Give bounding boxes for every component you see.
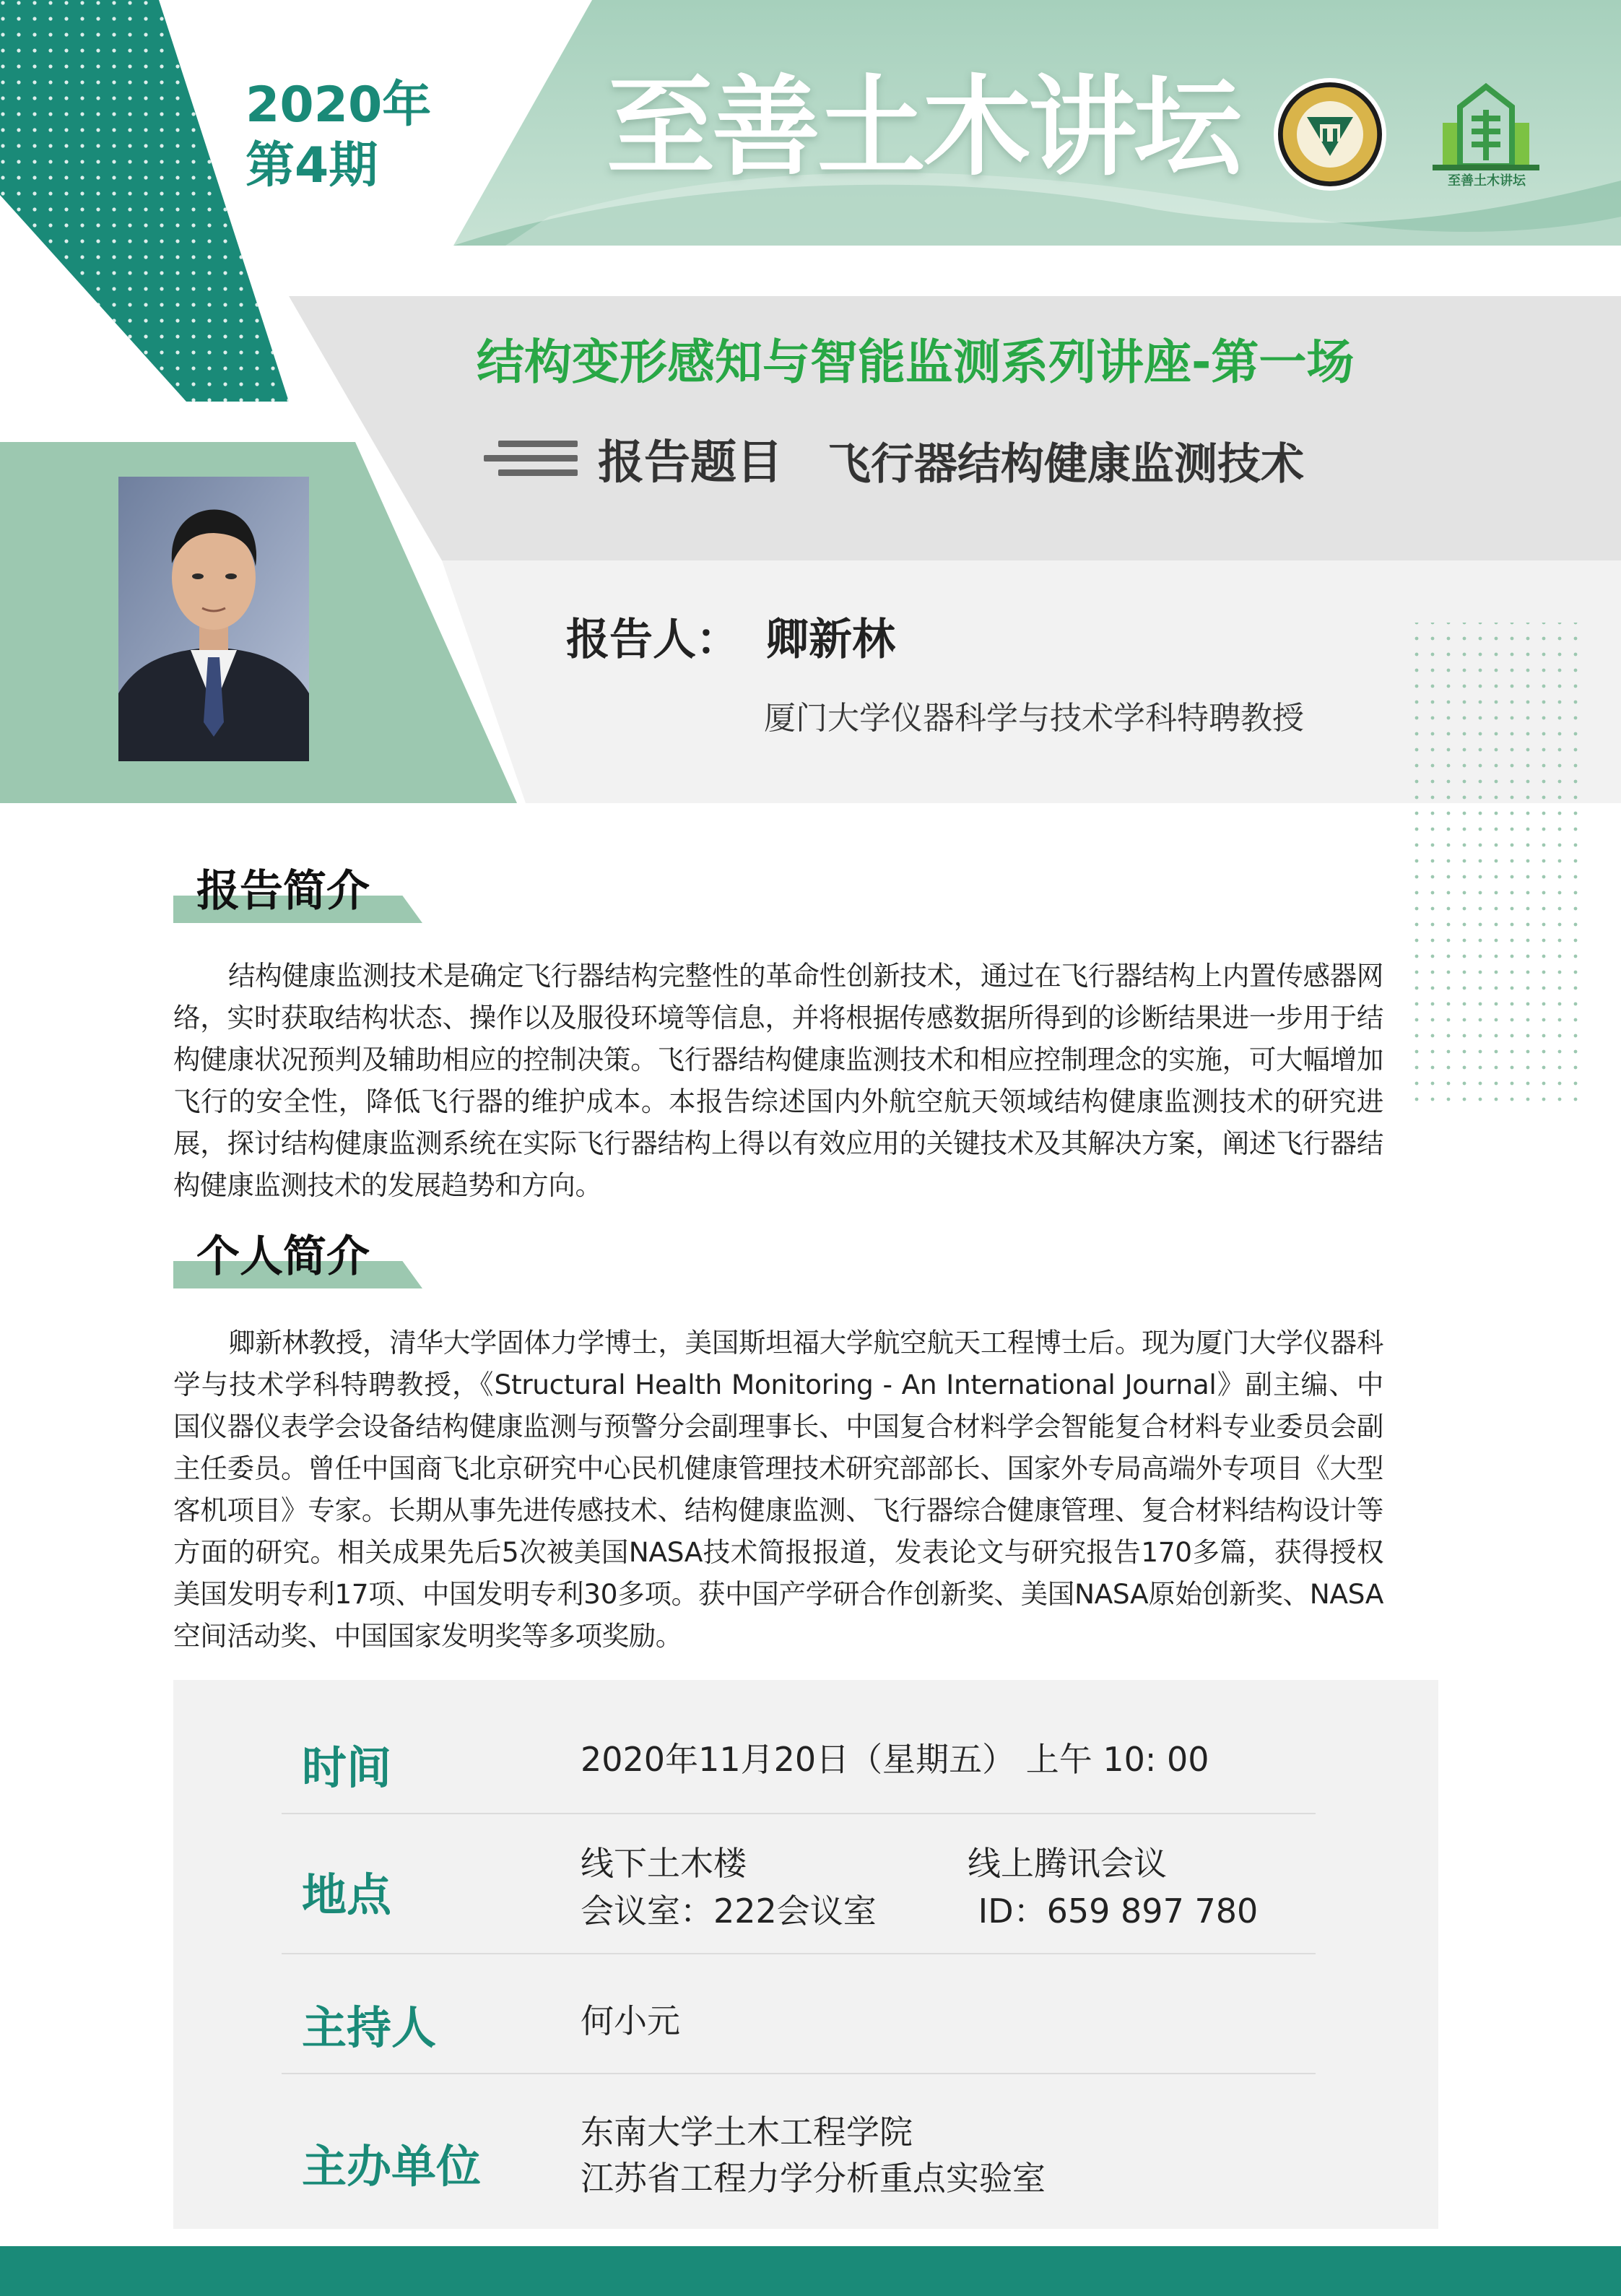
bio-heading-text: 个人简介 (196, 1231, 370, 1282)
lines-icon (484, 441, 578, 484)
divider (282, 2073, 1316, 2074)
speaker-label: 报告人： (566, 615, 739, 665)
speaker-photo (118, 477, 309, 761)
venue-label: 地点 (302, 1868, 392, 1921)
report-intro-text: 结构健康监测技术是确定飞行器结构完整性的革命性创新技术，通过在飞行器结构上内置传感器网络，实时获取结构状态、操作以及服役环境等信息，并将根据传感数据所得到的诊断结果进一步用于结构健康状况预判及辅助相应的控制决策。飞行器结构健康监测技术和相应控制理念的实施，可大幅增加飞行的安全性，降低飞行器的维护成本。本报告综述国内外航空航天领域结构健康监测技术的研究进展，探讨结构健康监测系统在实际飞行器结构上得以有效应用的关键技术及其解决方案，阐述飞行器结构健康监测技术的发展趋势和方向。 (173, 960, 1383, 1201)
venue-offline-room: 会议室：222会议室 (581, 1892, 877, 1931)
divider (282, 1813, 1316, 1814)
organizer-label: 主办单位 (302, 2140, 482, 2193)
speaker-name: 卿新林 (765, 615, 895, 665)
speaker-position: 厦门大学仪器科学与技术学科特聘教授 (764, 700, 1304, 737)
organizer-lab: 江苏省工程力学分析重点实验室 (581, 2159, 1046, 2198)
bio-text: 卿新林教授，清华大学固体力学博士，美国斯坦福大学航空航天工程博士后。现为厦门大学仪器科学与技术学科特聘教授，《Structural Health Monitoring - An International Journal》副主编、中国仪器仪表学会设备结构健康监测与预警分会副理事长、中国复合材料学会智能复合材料专业委员会副主任委员。曾任中国商飞北京研究中心民机健康管理技术研究部部长、国家外专局高端外专项目《大型客机项目》专家。长期从事先进传感技术、结构健康监测、飞行器综合健康管理、复合材料结构设计等方面的研究。相关成果先后5次被美国NASA技术简报报道，发表论文与研究报告170多篇，获得授权美国发明专利17项、中国发明专利30多项。获中国产学研合作创新奖、美国NASA原始创新奖、NASA空间活动奖、中国国家发明奖等多项奖励。 (173, 1327, 1383, 1652)
topic-label: 报告题目 (598, 436, 783, 490)
host-label: 主持人 (302, 2001, 437, 2054)
venue-offline-building: 线下土木楼 (581, 1844, 747, 1883)
report-intro-heading (173, 857, 426, 936)
organizer-school: 东南大学土木工程学院 (581, 2113, 913, 2152)
venue-online-id: ID：659 897 780 (968, 1892, 1259, 1931)
issue-year: 2020年 (245, 77, 432, 134)
host-value: 何小元 (581, 2001, 680, 2040)
topic-title: 飞行器结构健康监测技术 (827, 439, 1304, 490)
forum-title: 至善土木讲坛 (607, 65, 1240, 191)
university-emblem-logo (1272, 77, 1388, 192)
divider (282, 1953, 1316, 1954)
time-value: 2020年11月20日（星期五） 上午 10: 00 (581, 1740, 1209, 1779)
bio-heading (173, 1222, 426, 1301)
time-label: 时间 (302, 1741, 392, 1794)
report-intro-heading-text: 报告简介 (196, 866, 370, 917)
issue-number: 第4期 (245, 137, 378, 194)
series-title: 结构变形感知与智能监测系列讲座-第一场 (477, 334, 1355, 390)
venue-online-platform: 线上腾讯会议 (968, 1844, 1167, 1883)
footer-bar (0, 2246, 1621, 2296)
forum-logo-text: 至善土木讲坛 (1448, 173, 1526, 189)
